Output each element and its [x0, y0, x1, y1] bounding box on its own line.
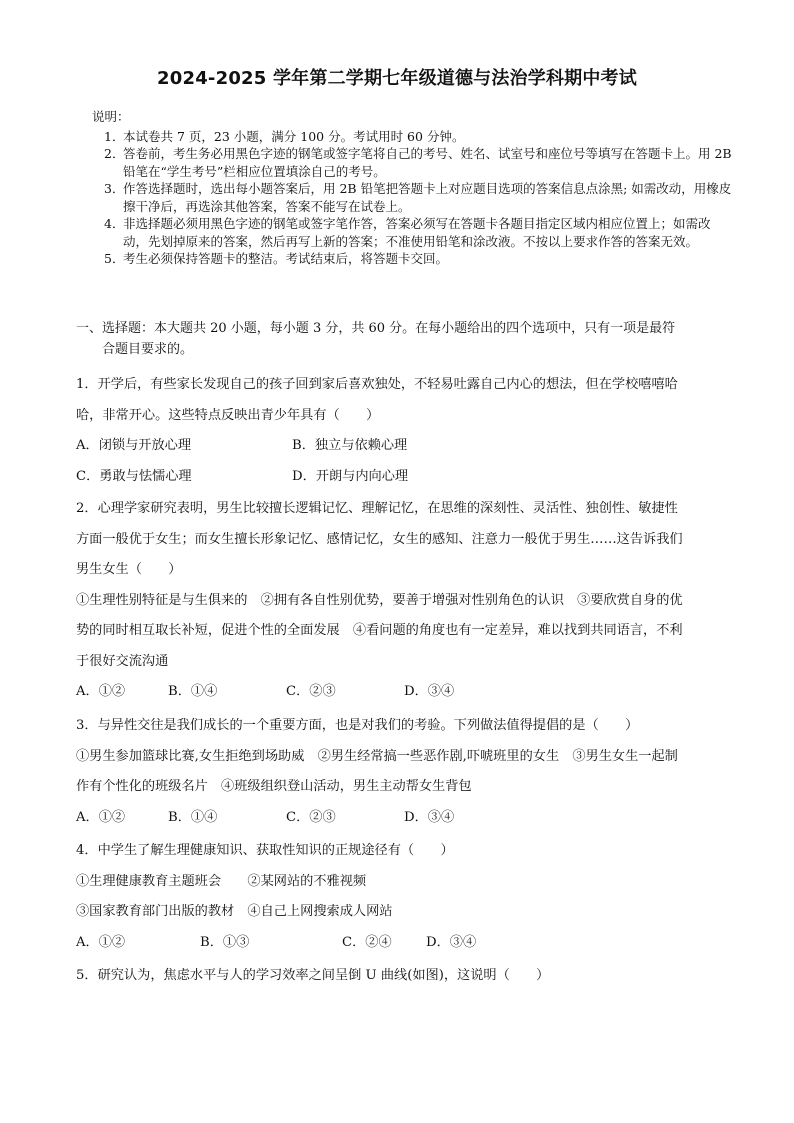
option-row [76, 803, 726, 834]
instructions-list [92, 128, 732, 268]
option-b: B．①③ [200, 934, 250, 950]
instruction-item [104, 180, 732, 215]
option-row [76, 928, 726, 959]
instruction-text: 考生必须保持答题卡的整洁。考试结束后，将答题卡交回。 [123, 251, 449, 266]
question-3 [76, 711, 726, 833]
question-stem: 男生女生（ ） [76, 562, 182, 577]
option-b: B．①④ [168, 684, 218, 699]
instruction-number: 3． [104, 181, 125, 196]
instruction-number: 1． [104, 128, 125, 144]
option-d: D．开朗与内向心理 [292, 468, 409, 484]
question-stem: 4．中学生了解生理健康知识、获取性知识的正规途径有（ ） [76, 843, 454, 858]
option-c: C．②③ [286, 684, 336, 699]
question-1 [76, 370, 726, 492]
option-c: C．勇敢与怯懦心理 [76, 468, 192, 484]
statement-line: 势的同时相互取长补短，促进个性的全面发展 ④看问题的角度也有一定差异，难以找到共同语言，不利 [76, 623, 683, 638]
option-a: A．①② [76, 684, 126, 699]
option-d: D．③④ [426, 934, 477, 950]
question-stem: 方面一般优于女生；而女生擅长形象记忆、感情记忆，女生的感知、注意力一般优于男生……这告诉我们 [76, 531, 683, 547]
option-row [76, 431, 726, 462]
question-stem: 2．心理学家研究表明，男生比较擅长逻辑记忆、理解记忆，在思维的深刻性、灵活性、独创性、敏捷性 [76, 501, 678, 516]
question-stem: 1．开学后，有些家长发现自己的孩子回到家后喜欢独处，不轻易吐露自己内心的想法，但在学校嘻嘻哈 [76, 377, 678, 392]
statement-line: ③国家教育部门出版的教材 ④自己上网搜索成人网站 [76, 904, 393, 919]
question-stem: 5．研究认为，焦虑水平与人的学习效率之间呈倒 U 曲线(如图)，这说明（ ） [76, 968, 550, 983]
instruction-text: 答卷前，考生务必用黑色字迹的钢笔或签字笔将自己的考号、姓名、试室号和座位号等填写在答题卡上。用 2B 铅笔在“学生考号”栏相应位置填涂自己的考号。 [123, 146, 732, 179]
statement-line: 作有个性化的班级名片 ④班级组织登山活动，男生主动帮女生背包 [76, 779, 472, 794]
instruction-item [104, 215, 732, 250]
instruction-item [104, 145, 732, 180]
option-d: D．③④ [404, 809, 455, 825]
option-row [76, 462, 726, 493]
section-header-line: 合题目要求的。 [102, 342, 194, 357]
instruction-item [104, 128, 732, 146]
question-5 [76, 961, 726, 992]
option-b: B．①④ [168, 809, 218, 825]
option-a: A．①② [76, 934, 126, 950]
section-header-line: 一、选择题：本大题共 20 小题，每小题 3 分，共 60 分。在每小题给出的四个选项中，只有一项是最符 [76, 321, 676, 336]
instruction-text: 本试卷共 7 页，23 小题，满分 100 分。考试用时 60 分钟。 [123, 128, 465, 144]
instructions-heading: 说明： [92, 109, 130, 124]
option-c: C．②④ [342, 934, 392, 950]
statement-line: 于很好交流沟通 [76, 653, 169, 669]
question-stem: 哈，非常开心。这些特点反映出青少年具有（ ） [76, 407, 380, 423]
option-b: B．独立与依赖心理 [292, 438, 408, 453]
instructions [92, 108, 732, 268]
option-row [76, 677, 726, 708]
exam-title: 2024-2025 学年第二学期七年级道德与法治学科期中考试 [157, 68, 637, 89]
statement-line: ①生理健康教育主题班会 ②某网站的不雅视频 [76, 873, 367, 889]
instruction-number: 2． [104, 146, 125, 161]
question-4 [76, 836, 726, 958]
question-2 [76, 494, 726, 708]
option-c: C．②③ [286, 809, 336, 825]
statement-line: ①男生参加篮球比赛,女生拒绝到场助威 ②男生经常搞一些恶作剧,吓唬班里的女生 ③男生女生一起制 [76, 748, 678, 764]
option-a: A．闭锁与开放心理 [76, 438, 192, 453]
instruction-item [104, 250, 732, 268]
instruction-number: 4． [104, 216, 125, 231]
section-header [76, 318, 726, 360]
option-a: A．①② [76, 809, 126, 825]
instruction-number: 5． [104, 251, 125, 266]
instruction-text: 作答选择题时，选出每小题答案后，用 2B 铅笔把答题卡上对应题目选项的答案信息点涂黑; 如需改动，用橡皮擦干净后，再选涂其他答案，答案不能写在试卷上。 [123, 181, 732, 214]
statement-line: ①生理性别特征是与生俱来的 ②拥有各自性别优势，要善于增强对性别角色的认识 ③要欣赏自身的优 [76, 592, 683, 608]
question-stem: 3．与异性交往是我们成长的一个重要方面，也是对我们的考验。下列做法值得提倡的是（ ） [76, 718, 639, 733]
option-d: D．③④ [404, 684, 455, 699]
instruction-text: 非选择题必须用黑色字迹的钢笔或签字笔作答，答案必须写在答题卡各题目指定区域内相应位置上；如需改动，先划掉原来的答案，然后再写上新的答案；不准使用铅笔和涂改液。不按以上要求作答的答案无效。 [123, 216, 711, 249]
